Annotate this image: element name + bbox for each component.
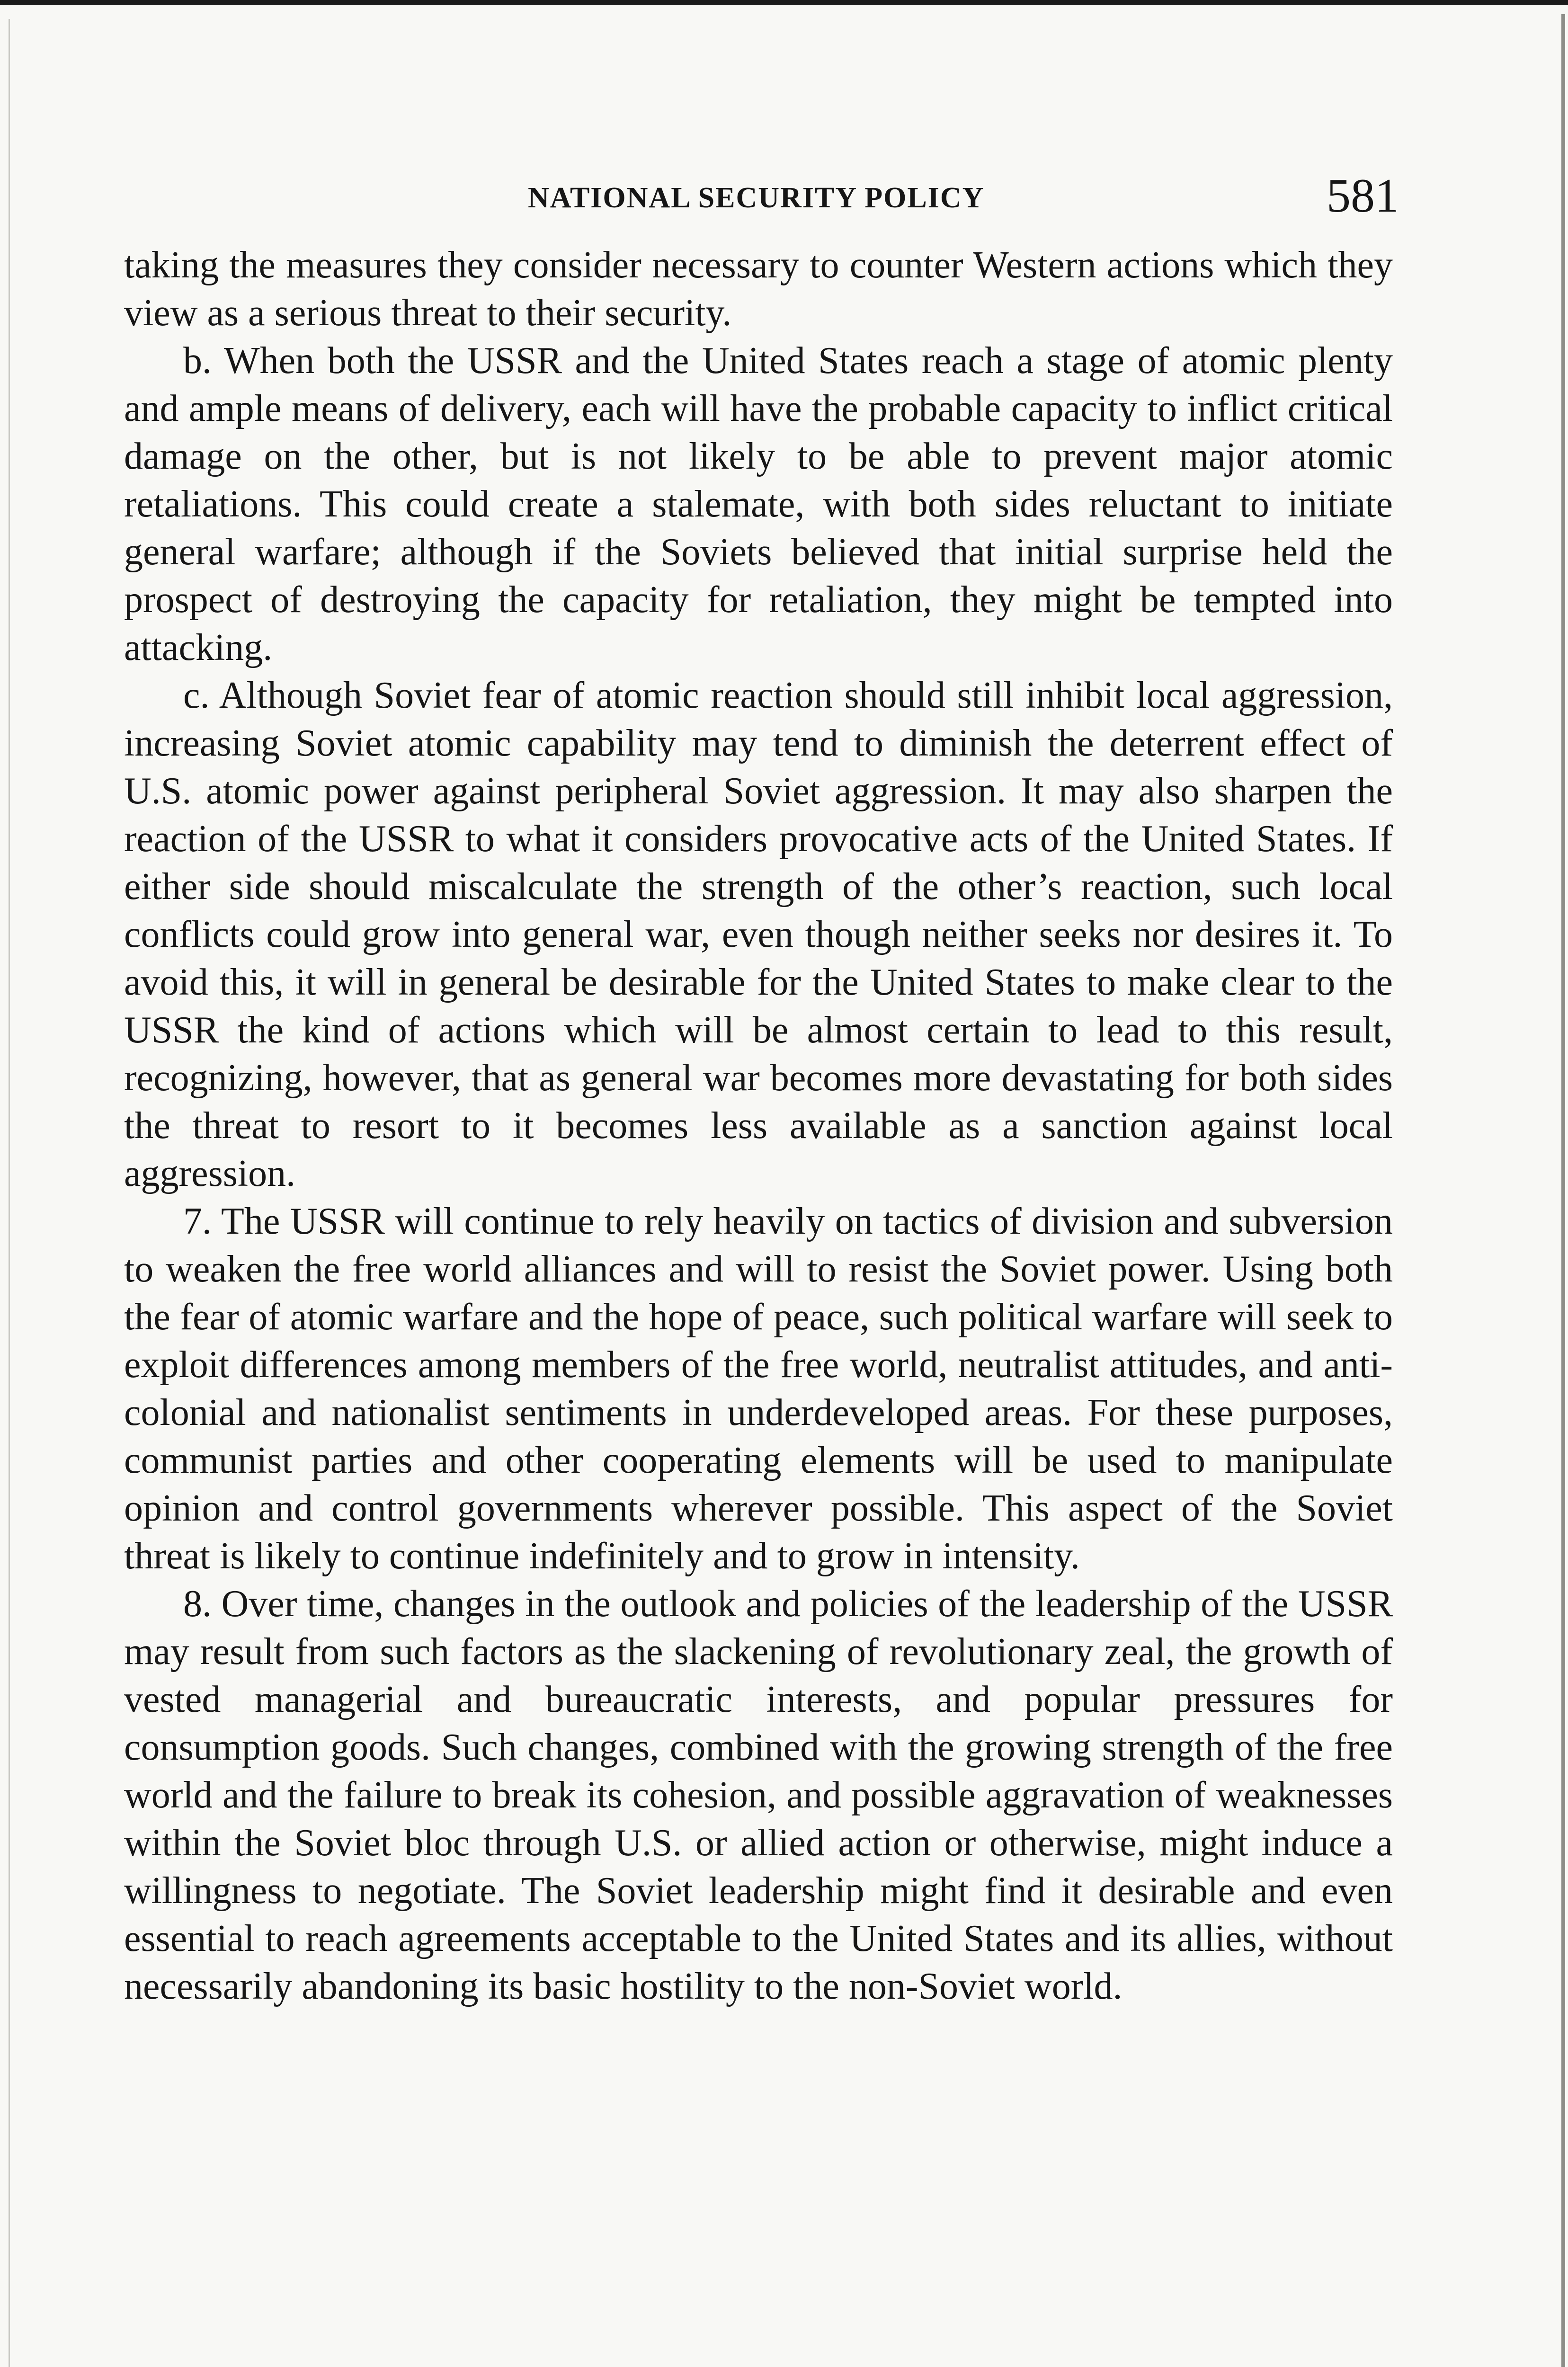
paragraph-8: 8. Over time, changes in the outlook and policies of the leadership of the USSR may result from such factors as the slackening of revolutionary zeal, the growth of vested managerial and bureaucratic interests, and popular pressures for consumption goods. Such changes, combined with the growing strength of the free world and the failure to break its cohesion, and possible aggravation of weaknesses within the Soviet bloc through U.S. or allied action or otherwise, might induce a willingness to negotiate. The Soviet leadership might find it desirable and even essential to reach agreements acceptable to the United States and its allies, without necessarily abandoning its basic hostility to the non-Soviet world.: [124, 1583, 1393, 2007]
paragraph-continuation: taking the measures they consider necessary to counter Western actions which they view as a serious threat to their security.: [124, 244, 1393, 334]
scan-edge-top: [0, 0, 1568, 5]
paragraph-7: 7. The USSR will continue to rely heavily on tactics of division and subversion to weaken the free world alliances and will to resist the Soviet power. Using both the fear of atomic warfare and the hope of peace, such political warfare will seek to exploit differences among members of the free world, neutralist attitudes, and anti-colonial and nationalist sentiments in underdeveloped areas. For these purposes, communist parties and other cooperating elements will be used to manipulate opinion and control governments wherever possible. This aspect of the Soviet threat is likely to continue indefinitely and to grow in intensity.: [124, 1201, 1393, 1577]
body-text: [124, 241, 1393, 2011]
scan-edge-left: [9, 19, 10, 2367]
paragraph-c: c. Although Soviet fear of atomic reaction should still inhibit local aggression, increasing Soviet atomic capability may tend to diminish the deterrent effect of U.S. atomic power against peripheral Soviet aggression. It may also sharpen the reaction of the USSR to what it considers provocative acts of the United States. If either side should miscalculate the strength of the other’s reaction, such local conflicts could grow into general war, even though neither seeks nor desires it. To avoid this, it will in general be desirable for the United States to make clear to the USSR the kind of actions which will be almost certain to lead to this result, recognizing, however, that as general war becomes more devastating for both sides the threat to resort to it becomes less available as a sanction against local aggression.: [124, 675, 1393, 1194]
page-header: [528, 168, 1399, 225]
paragraph-b: b. When both the USSR and the United States reach a stage of atomic plenty and ample means of delivery, each will have the probable capacity to inflict critical damage on the other, but is not likely to be able to prevent major atomic retaliations. This could create a stalemate, with both sides reluctant to initiate general warfare; although if the Soviets believed that initial surprise held the prospect of destroying the capacity for retaliation, they might be tempted into attacking.: [124, 340, 1393, 668]
running-head: NATIONAL SECURITY POLICY: [528, 182, 985, 214]
page-number: 581: [1327, 169, 1399, 222]
scan-edge-right: [1561, 14, 1565, 2367]
